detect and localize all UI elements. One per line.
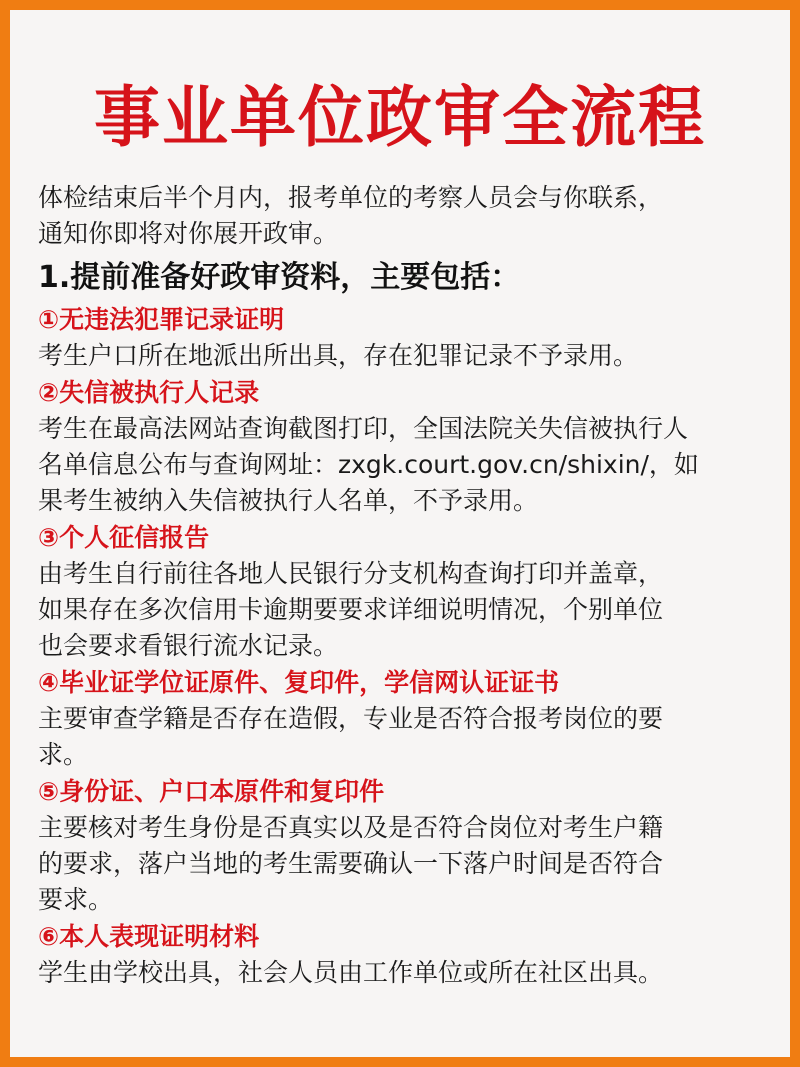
item-text-line: 果考生被纳入失信被执行人名单，不予录用。 [38,486,539,515]
item-title: ②失信被执行人记录 [38,378,260,407]
item-3 [38,520,774,664]
page-title: 事业单位政审全流程 [94,79,706,156]
item-title: ④毕业证学位证原件、复印件，学信网认证证书 [38,668,560,697]
item-text-line: 学生由学校出具，社会人员由工作单位或所在社区出具。 [38,958,664,987]
item-4 [38,665,774,773]
item-title: ⑤身份证、户口本原件和复印件 [38,777,385,806]
document-body [38,180,774,991]
intro-line-2: 通知你即将对你展开政审。 [38,219,339,248]
item-text-line: 主要核对考生身份是否真实以及是否符合岗位对考生户籍 [38,813,664,842]
item-text-line: 主要审查学籍是否存在造假，专业是否符合报考岗位的要 [38,704,664,733]
item-title: ①无违法犯罪记录证明 [38,305,285,334]
item-1 [38,302,774,374]
item-text-line: 也会要求看银行流水记录。 [38,631,339,660]
item-2 [38,375,774,519]
section-heading: 1.提前准备好政审资料，主要包括： [38,260,521,295]
item-text-line: 名单信息公布与查询网址：zxgk.court.gov.cn/shixin/，如 [38,450,699,479]
item-text-line: 的要求，落户当地的考生需要确认一下落户时间是否符合 [38,849,664,878]
item-title: ③个人征信报告 [38,523,210,552]
item-text-line: 如果存在多次信用卡逾期要要求详细说明情况，个别单位 [38,595,664,624]
item-title: ⑥本人表现证明材料 [38,922,260,951]
item-text-line: 求。 [38,740,89,769]
item-text-line: 考生户口所在地派出所出具，存在犯罪记录不予录用。 [38,341,639,370]
item-text-line: 要求。 [38,885,114,914]
item-text-line: 考生在最高法网站查询截图打印，全国法院关失信被执行人 [38,414,689,443]
item-text-line: 由考生自行前往各地人民银行分支机构查询打印并盖章， [38,559,664,588]
item-6 [38,919,774,991]
item-5 [38,774,774,918]
intro-line-1: 体检结束后半个月内，报考单位的考察人员会与你联系， [38,183,664,212]
